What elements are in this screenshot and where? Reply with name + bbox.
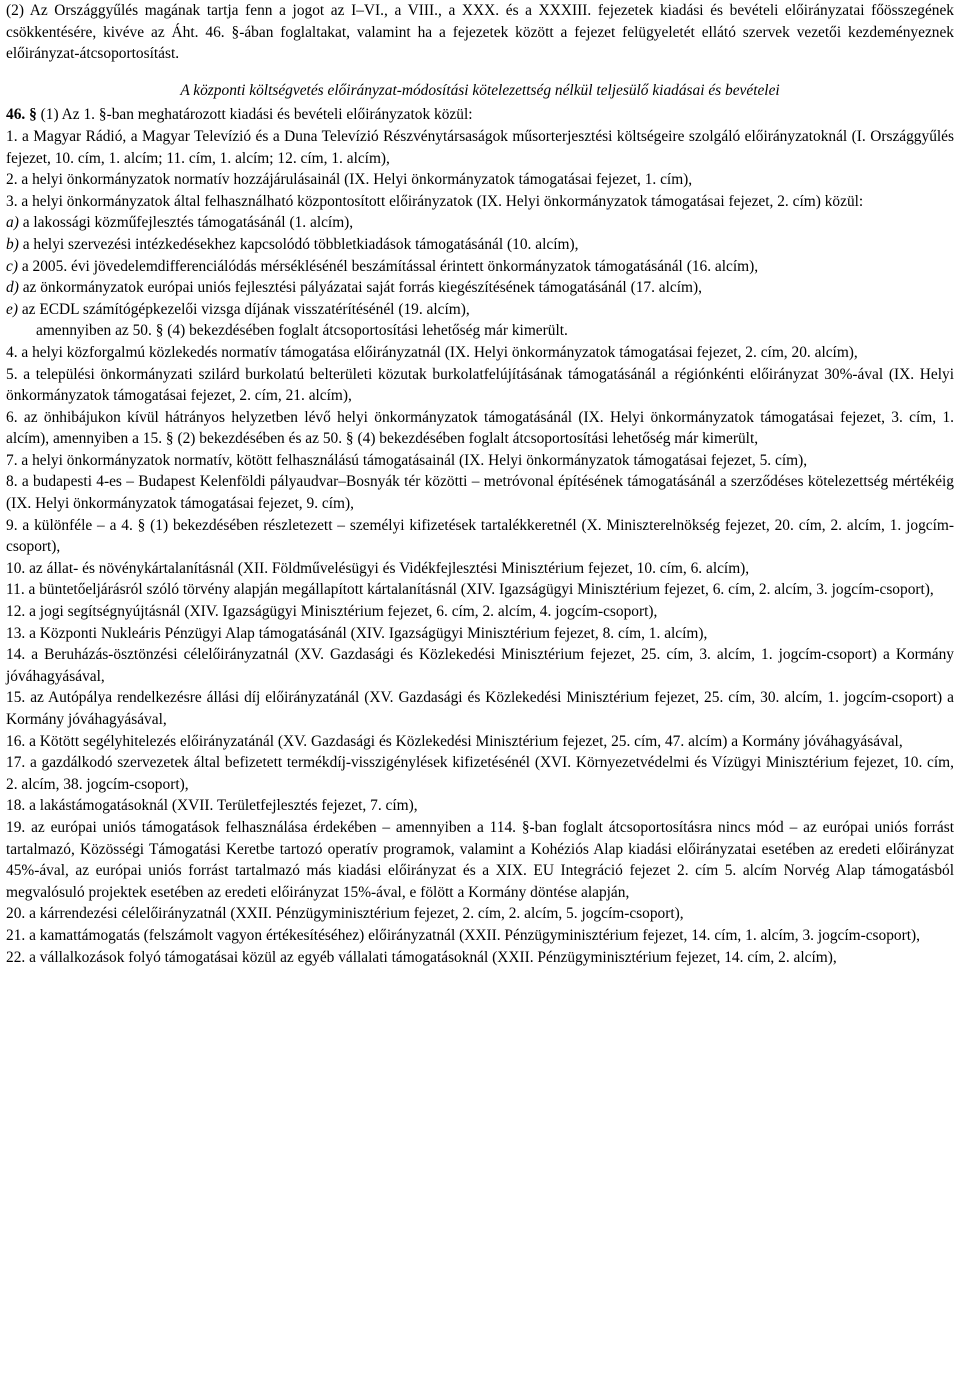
item-text: 5. a települési önkormányzati szilárd burkolatú belterületi közutak burkolatfelújításának támogatásánál a régiónkénti előirányzat 30%-ával (IX. Helyi önkormányzatok támogatásai fejezet, 2. cím, 21. alcím), [6, 365, 954, 405]
item-text: 8. a budapesti 4-es – Budapest Kelenföldi pályaudvar–Bosnyák tér közötti – metróvonal építésének támogatásánál a szerződéses kötelezettség mértékéig (IX. Helyi önkormányzatok támogatásai fejezet, 9. cím), [6, 473, 954, 513]
item-text: 9. a különféle – a 4. § (1) bekezdésében részletezett – személyi kifizetések tartalékkeretnél (X. Miniszterelnökség fejezet, 20. cím, 2. alcím, 1. jogcím-csoport), [6, 516, 954, 556]
list-item [6, 731, 954, 753]
item-text: a helyi szervezési intézkedésekhez kapcsolódó többletkiadások támogatásánál (10. alcím), [18, 235, 579, 253]
list-item [6, 342, 954, 364]
item-text: 6. az önhibájukon kívül hátrányos helyzetben lévő helyi önkormányzatok támogatásánál (IX. Helyi önkormányzatok támogatásai fejezet, 3. cím, 1. alcím), amennyiben a 15. § (2) bekezdésében és az 50. § (4) bekezdésében foglalt átcsoportosítási lehetőség már kimerült, [6, 408, 954, 448]
list-item [6, 471, 954, 514]
list-item [6, 795, 954, 817]
item-text: 15. az Autópálya rendelkezésre állási díj előirányzatánál (XV. Gazdasági és Közlekedési Minisztérium fejezet, 25. cím, 30. alcím, 1. jogcím-csoport) a Kormány jóváhagyásával, [6, 689, 954, 728]
item-text: 3. a helyi önkormányzatok által felhasználható központosított előirányzatok (IX. Helyi önkormányzatok támogatásai fejezet, 2. cím) közül: [6, 192, 864, 210]
item-text: 4. a helyi közforgalmú közlekedés normatív támogatása előirányzatnál (IX. Helyi önkormányzatok támogatásai fejezet, 2. cím, 20. alcím), [6, 343, 858, 361]
item-text: 20. a kárrendezési célelőirányzatnál (XXII. Pénzügyminisztérium fejezet, 2. cím, 2. alcím, 5. jogcím-csoport), [6, 905, 684, 923]
list-item [6, 277, 954, 299]
item-label: c) [6, 257, 18, 275]
list-item [6, 234, 954, 256]
section-text: (1) Az 1. §-ban meghatározott kiadási és bevételi előirányzatok közül: [36, 106, 473, 124]
list-item [6, 644, 954, 687]
list-item [6, 558, 954, 580]
list-item [6, 579, 954, 601]
item-text: 10. az állat- és növénykártalanításnál (XII. Földművelésügyi és Vidékfejlesztési Minisztérium fejezet, 10. cím, 6. alcím), [6, 559, 750, 577]
section-number: 46. § [6, 106, 37, 124]
item-text: 17. a gazdálkodó szervezetek által befizetett termékdíj-visszigénylések kifizetésénél (XVI. Környezetvédelmi és Vízügyi Minisztérium fejezet, 10. cím, 2. alcím, 38. jogcím-csoport), [6, 754, 954, 793]
list-item [6, 515, 954, 558]
list-item [6, 320, 954, 342]
item-text: 21. a kamattámogatás (felszámolt vagyon értékesítéséhez) előirányzatnál (XXII. Pénzügyminisztérium fejezet, 14. cím, 1. alcím, 3. jogcím-csoport), [6, 926, 921, 944]
section-paragraph [6, 104, 954, 126]
item-list [6, 126, 954, 968]
list-item [6, 623, 954, 645]
item-text: 16. a Kötött segélyhitelezés előirányzatánál (XV. Gazdasági és Közlekedési Minisztérium fejezet, 25. cím, 47. alcím) a Kormány jóváhagyásával, [6, 732, 903, 750]
item-text: 13. a Központi Nukleáris Pénzügyi Alap támogatásánál (XIV. Igazságügyi Minisztérium fejezet, 8. cím, 1. alcím), [6, 624, 708, 642]
item-text: 1. a Magyar Rádió, a Magyar Televízió és a Duna Televízió Részvénytársaságok műsorterjesztési költségeire szolgáló előirányzatoknál (I. Országgyűlés fejezet, 10. cím, 1. alcím; 11. cím, 1. alcím; 12. cím, 1. alcím), [6, 127, 954, 167]
section-heading: A központi költségvetés előirányzat-módosítási kötelezettség nélkül teljesülő kiadásai és bevételei [180, 81, 780, 99]
item-text: 2. a helyi önkormányzatok normatív hozzájárulásainál (IX. Helyi önkormányzatok támogatásai fejezet, 1. cím), [6, 171, 693, 189]
item-text: 11. a büntetőeljárásról szóló törvény alapján megállapított kártalanításnál (XIV. Igazságügyi Minisztérium fejezet, 6. cím, 2. alcím, 3. jogcím-csoport), [6, 581, 934, 599]
item-text: amennyiben az 50. § (4) bekezdésében foglalt átcsoportosítási lehetőség már kimerült. [36, 322, 568, 340]
item-label: a) [6, 214, 19, 232]
list-item [6, 169, 954, 191]
item-text: az ECDL számítógépkezelői vizsga díjának visszatérítésénél (19. alcím), [17, 300, 470, 318]
item-text: az önkormányzatok európai uniós fejlesztési pályázatai saját forrás kiegészítésének támogatásánál (17. alcím), [18, 279, 702, 297]
item-text: 14. a Beruházás-ösztönzési célelőirányzatnál (XV. Gazdasági és Közlekedési Minisztérium fejezet, 25. cím, 3. alcím, 1. jogcím-csoport) a Kormány jóváhagyásával, [6, 646, 954, 685]
item-label: b) [6, 235, 19, 253]
list-item [6, 212, 954, 234]
item-text: 7. a helyi önkormányzatok normatív, kötött felhasználású támogatásainál (IX. Helyi önkormányzatok támogatásai fejezet, 5. cím), [6, 451, 808, 469]
item-text: 19. az európai uniós támogatások felhasználása érdekében – amennyiben a 114. §-ban foglalt átcsoportosításra nincs mód – az európai uniós forrást tartalmazó, Közösségi Támogatási Keretbe tartozó operatív programok, valamint a Kohéziós Alap kiadási előirányzatai esetében az eredeti előirányzat 45%-ával, az európai uniós forrást tartalmazó más kiadási előirányzat és a XIX. EU Integráció fejezet 2. cím 5. alcím Norvég Alap támogatásból megvalósuló projektek esetében az eredeti előirányzat 15%-ával, e fölött a Kormány döntése alapján, [6, 818, 954, 901]
list-item [6, 450, 954, 472]
list-item [6, 191, 954, 213]
item-text: 22. a vállalkozások folyó támogatásai közül az egyéb vállalati támogatásoknál (XXII. Pénzügyminisztérium fejezet, 14. cím, 2. alcím), [6, 948, 837, 966]
item-label: e) [6, 300, 18, 318]
list-item [6, 256, 954, 278]
list-item [6, 364, 954, 407]
list-item [6, 687, 954, 730]
list-item [6, 407, 954, 450]
list-item [6, 925, 954, 947]
list-item [6, 947, 954, 969]
item-text: a lakossági közműfejlesztés támogatásánál (1. alcím), [18, 214, 354, 232]
list-item [6, 817, 954, 903]
item-text: 12. a jogi segítségnyújtásnál (XIV. Igazságügyi Minisztérium fejezet, 6. cím, 2. alcím, 4. jogcím-csoport), [6, 603, 658, 621]
list-item [6, 299, 954, 321]
intro-paragraph: (2) Az Országgyűlés magának tartja fenn a jogot az I–VI., a VIII., a XXX. és a XXXIII. fejezetek kiadási és bevételi előirányzatai főösszegének csökkentésére, kivéve az Áht. 46. §-ában foglaltakat, valamint ha a fejezetek között a fejezet felügyeletét ellátó szervek vezetői kezdeményeznek előirányzat-átcsoportosítást. [6, 2, 954, 63]
item-text: 18. a lakástámogatásoknál (XVII. Területfejlesztés fejezet, 7. cím), [6, 797, 418, 815]
item-label: d) [6, 279, 19, 297]
item-text: a 2005. évi jövedelemdifferenciálódás mérséklésénél beszámítással érintett önkormányzatok támogatásánál (16. alcím), [17, 257, 759, 275]
list-item [6, 126, 954, 169]
list-item [6, 601, 954, 623]
list-item [6, 752, 954, 795]
list-item [6, 903, 954, 925]
